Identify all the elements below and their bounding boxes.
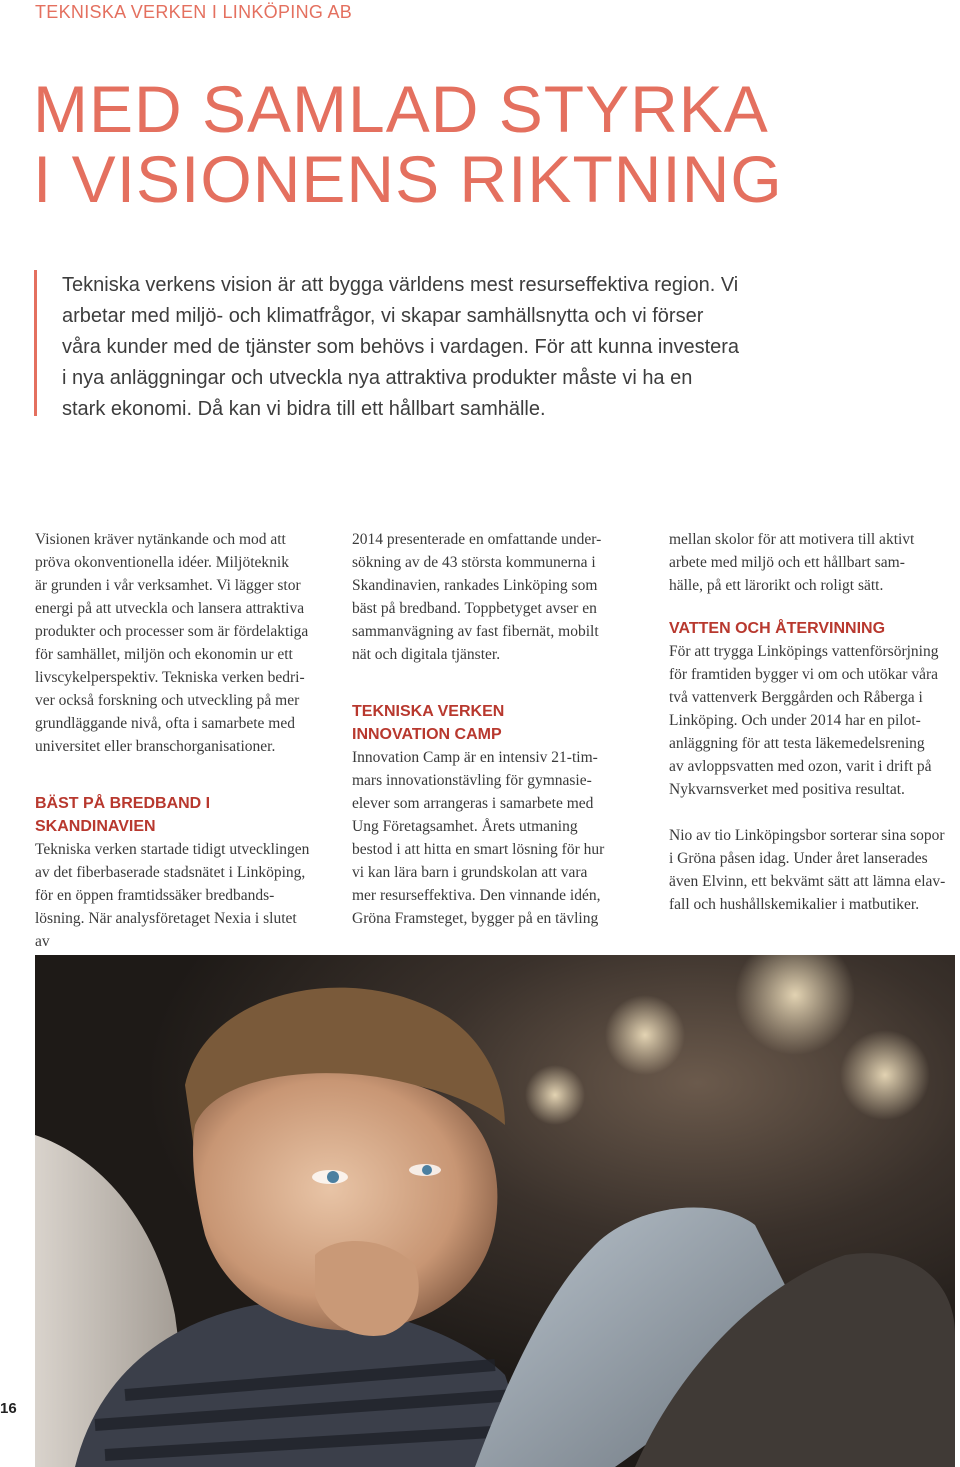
body-line: Linköping. Och under 2014 har en pilot- (669, 712, 921, 729)
text-column-2 (352, 528, 632, 930)
body-line: även Elvinn, ett bekvämt sätt att lämna elav- (669, 873, 946, 890)
text-column-3 (669, 528, 949, 916)
page-number: 16 (0, 1400, 17, 1417)
ingress-accent-bar (34, 270, 37, 416)
body-line: Ung Företagsamhet. Årets utmaning (352, 818, 578, 835)
body-line: elever som arrangeras i samarbete med (352, 795, 594, 812)
body-line: arbete med miljö och ett hållbart sam- (669, 554, 905, 571)
ingress-line: arbetar med miljö- och klimatfrågor, vi skapar samhällsnytta och vi förser (62, 305, 704, 327)
body-line: lösning. När analysföretaget Nexia i slutet av (35, 910, 297, 950)
body-line: energi på att utveckla och lansera attraktiva (35, 600, 305, 617)
body-line: nät och digitala tjänster. (352, 646, 501, 663)
subheading-line: TEKNISKA VERKEN (352, 703, 505, 720)
body-line: Visionen kräver nytänkande och mod att (35, 531, 286, 548)
ingress-text (62, 270, 802, 425)
ingress-line: i nya anläggningar och utveckla nya attraktiva produkter måste vi ha en (62, 367, 693, 389)
ingress-line: Tekniska verkens vision är att bygga världens mest resurseffektiva region. Vi (62, 274, 739, 296)
body-line: två vattenverk Berggården och Råberga i (669, 689, 923, 706)
body-line: är grunden i vår verksamhet. Vi lägger stor (35, 577, 301, 594)
subheading-line: INNOVATION CAMP (352, 726, 502, 743)
subheading-line: BÄST PÅ BREDBAND I (35, 795, 211, 812)
ingress-line: stark ekonomi. Då kan vi bidra till ett hållbart samhälle. (62, 398, 546, 420)
body-line: vi kan lära barn i grundskolan att vara (352, 864, 588, 881)
body-line: anläggning för att testa läkemedelsrening (669, 735, 925, 752)
body-line: bestod i att hitta en smart lösning för hur (352, 841, 605, 858)
body-line: Innovation Camp är en intensiv 21-tim- (352, 749, 598, 766)
body-line: livscykelperspektiv. Tekniska verken bedri- (35, 669, 305, 686)
body-line: 2014 presenterade en omfattande under- (352, 531, 602, 548)
body-line: produkter och processer som är fördelaktiga (35, 623, 309, 640)
body-line: fall och hushållskemikalier i matbutiker. (669, 896, 920, 913)
body-line: för en öppen framtidssäker bredbands- (35, 887, 275, 904)
body-paragraph (669, 824, 949, 916)
body-line: mer resurseffektiva. Den vinnande idén, (352, 887, 601, 904)
body-line: Skandinavien, rankades Linköping som (352, 577, 598, 594)
body-line: Gröna Framsteget, bygger på en tävling (352, 910, 599, 927)
body-paragraph (35, 528, 315, 758)
text-column-1 (35, 528, 315, 953)
body-paragraph (669, 640, 949, 801)
body-line: Tekniska verken startade tidigt utvecklingen (35, 841, 310, 858)
body-line: pröva okonventionella idéer. Miljöteknik (35, 554, 289, 571)
page-title-line-2: I VISIONENS RIKTNING (33, 142, 783, 216)
body-line: hälle, på ett lärorikt och roligt sätt. (669, 577, 884, 594)
body-line: För att trygga Linköpings vattenförsörjning (669, 643, 939, 660)
body-line: ver också forskning och utveckling på mer (35, 692, 300, 709)
body-line: sammanvägning av fast fibernät, mobilt (352, 623, 599, 640)
subheading-vatten: VATTEN OCH ÅTERVINNING (669, 620, 886, 637)
body-line: mars innovationstävling för gymnasie- (352, 772, 592, 789)
page-title (33, 74, 783, 214)
photo-boy-with-tablet (35, 955, 955, 1467)
body-line: sökning av de 43 största kommunerna i (352, 554, 596, 571)
section-kicker: TEKNISKA VERKEN I LINKÖPING AB (35, 2, 353, 22)
body-paragraph (352, 528, 632, 666)
body-line: för samhället, miljön och ekonomin ur ett (35, 646, 293, 663)
body-line: för framtiden bygger vi om och utökar våra (669, 666, 939, 683)
body-line: universitet eller branschorganisationer. (35, 738, 276, 755)
body-line: av det fiberbaserade stadsnätet i Linköping, (35, 864, 306, 881)
body-line: bäst på bredband. Toppbetyget avser en (352, 600, 597, 617)
subheading-innovation-camp (352, 700, 632, 746)
body-paragraph (35, 838, 315, 953)
body-line: grundläggande nivå, ofta i samarbete med (35, 715, 295, 732)
body-line: Nykvarnsverket med positiva resultat. (669, 781, 905, 798)
subheading-line: SKANDINAVIEN (35, 818, 156, 835)
body-paragraph (352, 746, 632, 930)
body-line: i Gröna påsen idag. Under året lanserades (669, 850, 928, 867)
body-line: Nio av tio Linköpingsbor sorterar sina sopor (669, 827, 945, 844)
body-line: mellan skolor för att motivera till aktivt (669, 531, 915, 548)
ingress-line: våra kunder med de tjänster som behövs i vardagen. För att kunna investera (62, 336, 740, 358)
subheading-bredband (35, 792, 315, 838)
page-title-line-1: MED SAMLAD STYRKA (33, 72, 769, 146)
body-paragraph (669, 528, 949, 597)
body-line: av avloppsvatten med ozon, varit i drift på (669, 758, 932, 775)
